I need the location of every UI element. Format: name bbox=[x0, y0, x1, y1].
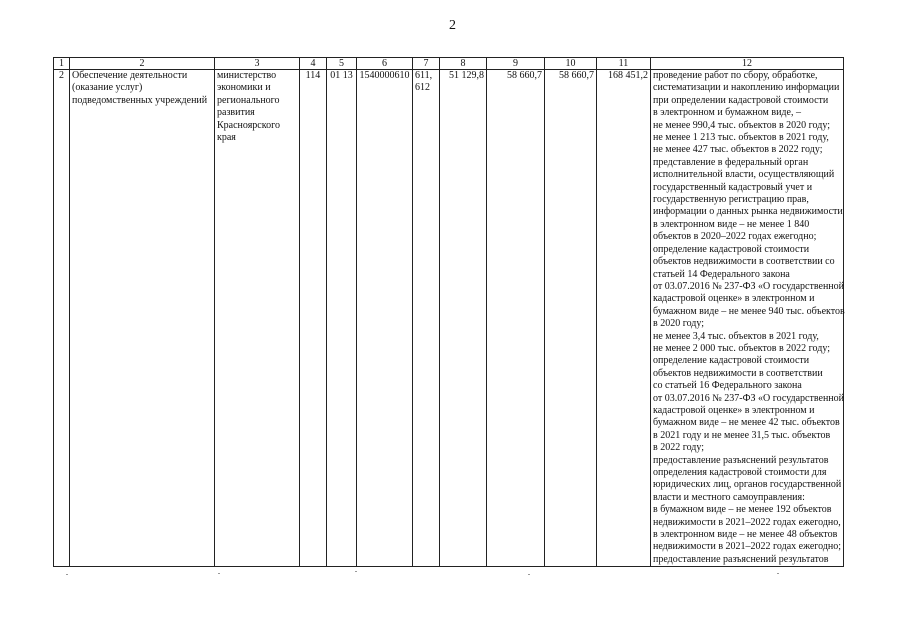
amount-total: 168 451,2 bbox=[597, 70, 651, 567]
scan-speck bbox=[355, 571, 357, 572]
code-grbs: 114 bbox=[300, 70, 327, 567]
description-line: не менее 427 тыс. объектов в 2022 году; bbox=[653, 144, 823, 156]
amount-2022: 58 660,7 bbox=[545, 70, 597, 567]
description-line: при определении кадастровой стоимости bbox=[653, 94, 829, 106]
col-header-8: 8 bbox=[440, 58, 487, 70]
amount-2020: 51 129,8 bbox=[440, 70, 487, 567]
col-header-9: 9 bbox=[487, 58, 545, 70]
description-line: предоставление разъяснений результатов bbox=[653, 454, 829, 466]
col-header-3: 3 bbox=[215, 58, 300, 70]
description-line: недвижимости в 2021–2022 годах ежегодно; bbox=[653, 541, 842, 553]
description-line: информации о данных рынка недвижимости bbox=[653, 206, 843, 218]
description-line: определение кадастровой стоимости bbox=[653, 243, 810, 255]
expected-result bbox=[651, 70, 844, 567]
description-line: проведение работ по сбору, обработке, bbox=[653, 70, 818, 81]
description-line: статьей 14 Федерального закона bbox=[653, 268, 790, 280]
description-line: предоставление разъяснений результатов bbox=[653, 553, 829, 565]
scan-speck bbox=[66, 574, 68, 575]
col-header-10: 10 bbox=[545, 58, 597, 70]
col-header-1: 1 bbox=[54, 58, 70, 70]
description-line: государственную регистрацию прав, bbox=[653, 194, 809, 206]
description-line: в электронном виде – не менее 1 840 bbox=[653, 218, 810, 230]
ministry-name: министерство экономики и регионального развития Красноярского края bbox=[215, 70, 300, 567]
description-line: не менее 990,4 тыс. объектов в 2020 году; bbox=[653, 119, 830, 131]
description-line: объектов недвижимости в соответствии bbox=[653, 367, 823, 379]
col-header-11: 11 bbox=[597, 58, 651, 70]
description-line: от 03.07.2016 № 237-ФЗ «О государственной bbox=[653, 392, 845, 404]
description-line: не менее 1 213 тыс. объектов в 2021 году, bbox=[653, 132, 829, 144]
description-line: не менее 2 000 тыс. объектов в 2022 году; bbox=[653, 342, 830, 354]
description-line: со статьей 16 Федерального закона bbox=[653, 380, 802, 392]
col-header-5: 5 bbox=[327, 58, 357, 70]
description-line: определения кадастровой стоимости для bbox=[653, 467, 827, 478]
description-line: бумажном виде – не менее 42 тыс. объектов bbox=[653, 417, 840, 429]
description-line: не менее 3,4 тыс. объектов в 2021 году, bbox=[653, 330, 819, 342]
description-line: в 2020 году; bbox=[653, 318, 705, 330]
scan-speck bbox=[528, 574, 530, 575]
col-header-12: 12 bbox=[651, 58, 844, 70]
code-target: 1540000610 bbox=[357, 70, 413, 567]
description-line: в бумажном виде – не менее 192 объектов bbox=[653, 504, 832, 516]
description-line: систематизации и накоплению информации bbox=[653, 82, 840, 94]
description-line: кадастровой оценке» в электронном и bbox=[653, 293, 815, 305]
description-line: государственный кадастровый учет и bbox=[653, 181, 813, 193]
description-line: в электронном виде – не менее 48 объектов bbox=[653, 529, 838, 541]
description-line: в 2022 году; bbox=[653, 442, 705, 454]
code-expense-type: 611, 612 bbox=[413, 70, 440, 567]
description-line: в 2021 году и не менее 31,5 тыс. объектов bbox=[653, 429, 831, 441]
description-line: исполнительной власти, осуществляющий bbox=[653, 169, 835, 181]
description-line: определение кадастровой стоимости bbox=[653, 355, 810, 367]
table-row bbox=[54, 70, 844, 567]
scan-speck bbox=[218, 573, 220, 574]
code-section: 01 13 bbox=[327, 70, 357, 567]
col-header-4: 4 bbox=[300, 58, 327, 70]
description-line: власти и местного самоуправления: bbox=[653, 491, 805, 503]
description-line: объектов недвижимости в соответствии со bbox=[653, 256, 835, 268]
page-number: 2 bbox=[449, 18, 456, 33]
description-line: недвижимости в 2021–2022 годах ежегодно, bbox=[653, 516, 841, 528]
description-line: юридических лиц, органов государственной bbox=[653, 479, 842, 491]
description-line: кадастровой оценке» в электронном и bbox=[653, 404, 815, 416]
header-row bbox=[54, 58, 844, 70]
description-line: в электронном и бумажном виде, – bbox=[653, 107, 801, 119]
budget-table bbox=[53, 57, 844, 567]
activity-name: Обеспечение деятельности (оказание услуг) подведомственных учреждений bbox=[70, 70, 215, 567]
col-header-6: 6 bbox=[357, 58, 413, 70]
description-line: бумажном виде – не менее 940 тыс. объектов bbox=[653, 305, 845, 317]
row-number: 2 bbox=[54, 70, 70, 567]
amount-2021: 58 660,7 bbox=[487, 70, 545, 567]
col-header-7: 7 bbox=[413, 58, 440, 70]
description-line: от 03.07.2016 № 237-ФЗ «О государственной bbox=[653, 280, 845, 292]
description-line: объектов в 2020–2022 годах ежегодно; bbox=[653, 231, 817, 243]
col-header-2: 2 bbox=[70, 58, 215, 70]
description-line: представление в федеральный орган bbox=[653, 156, 809, 168]
scan-speck bbox=[777, 573, 779, 574]
